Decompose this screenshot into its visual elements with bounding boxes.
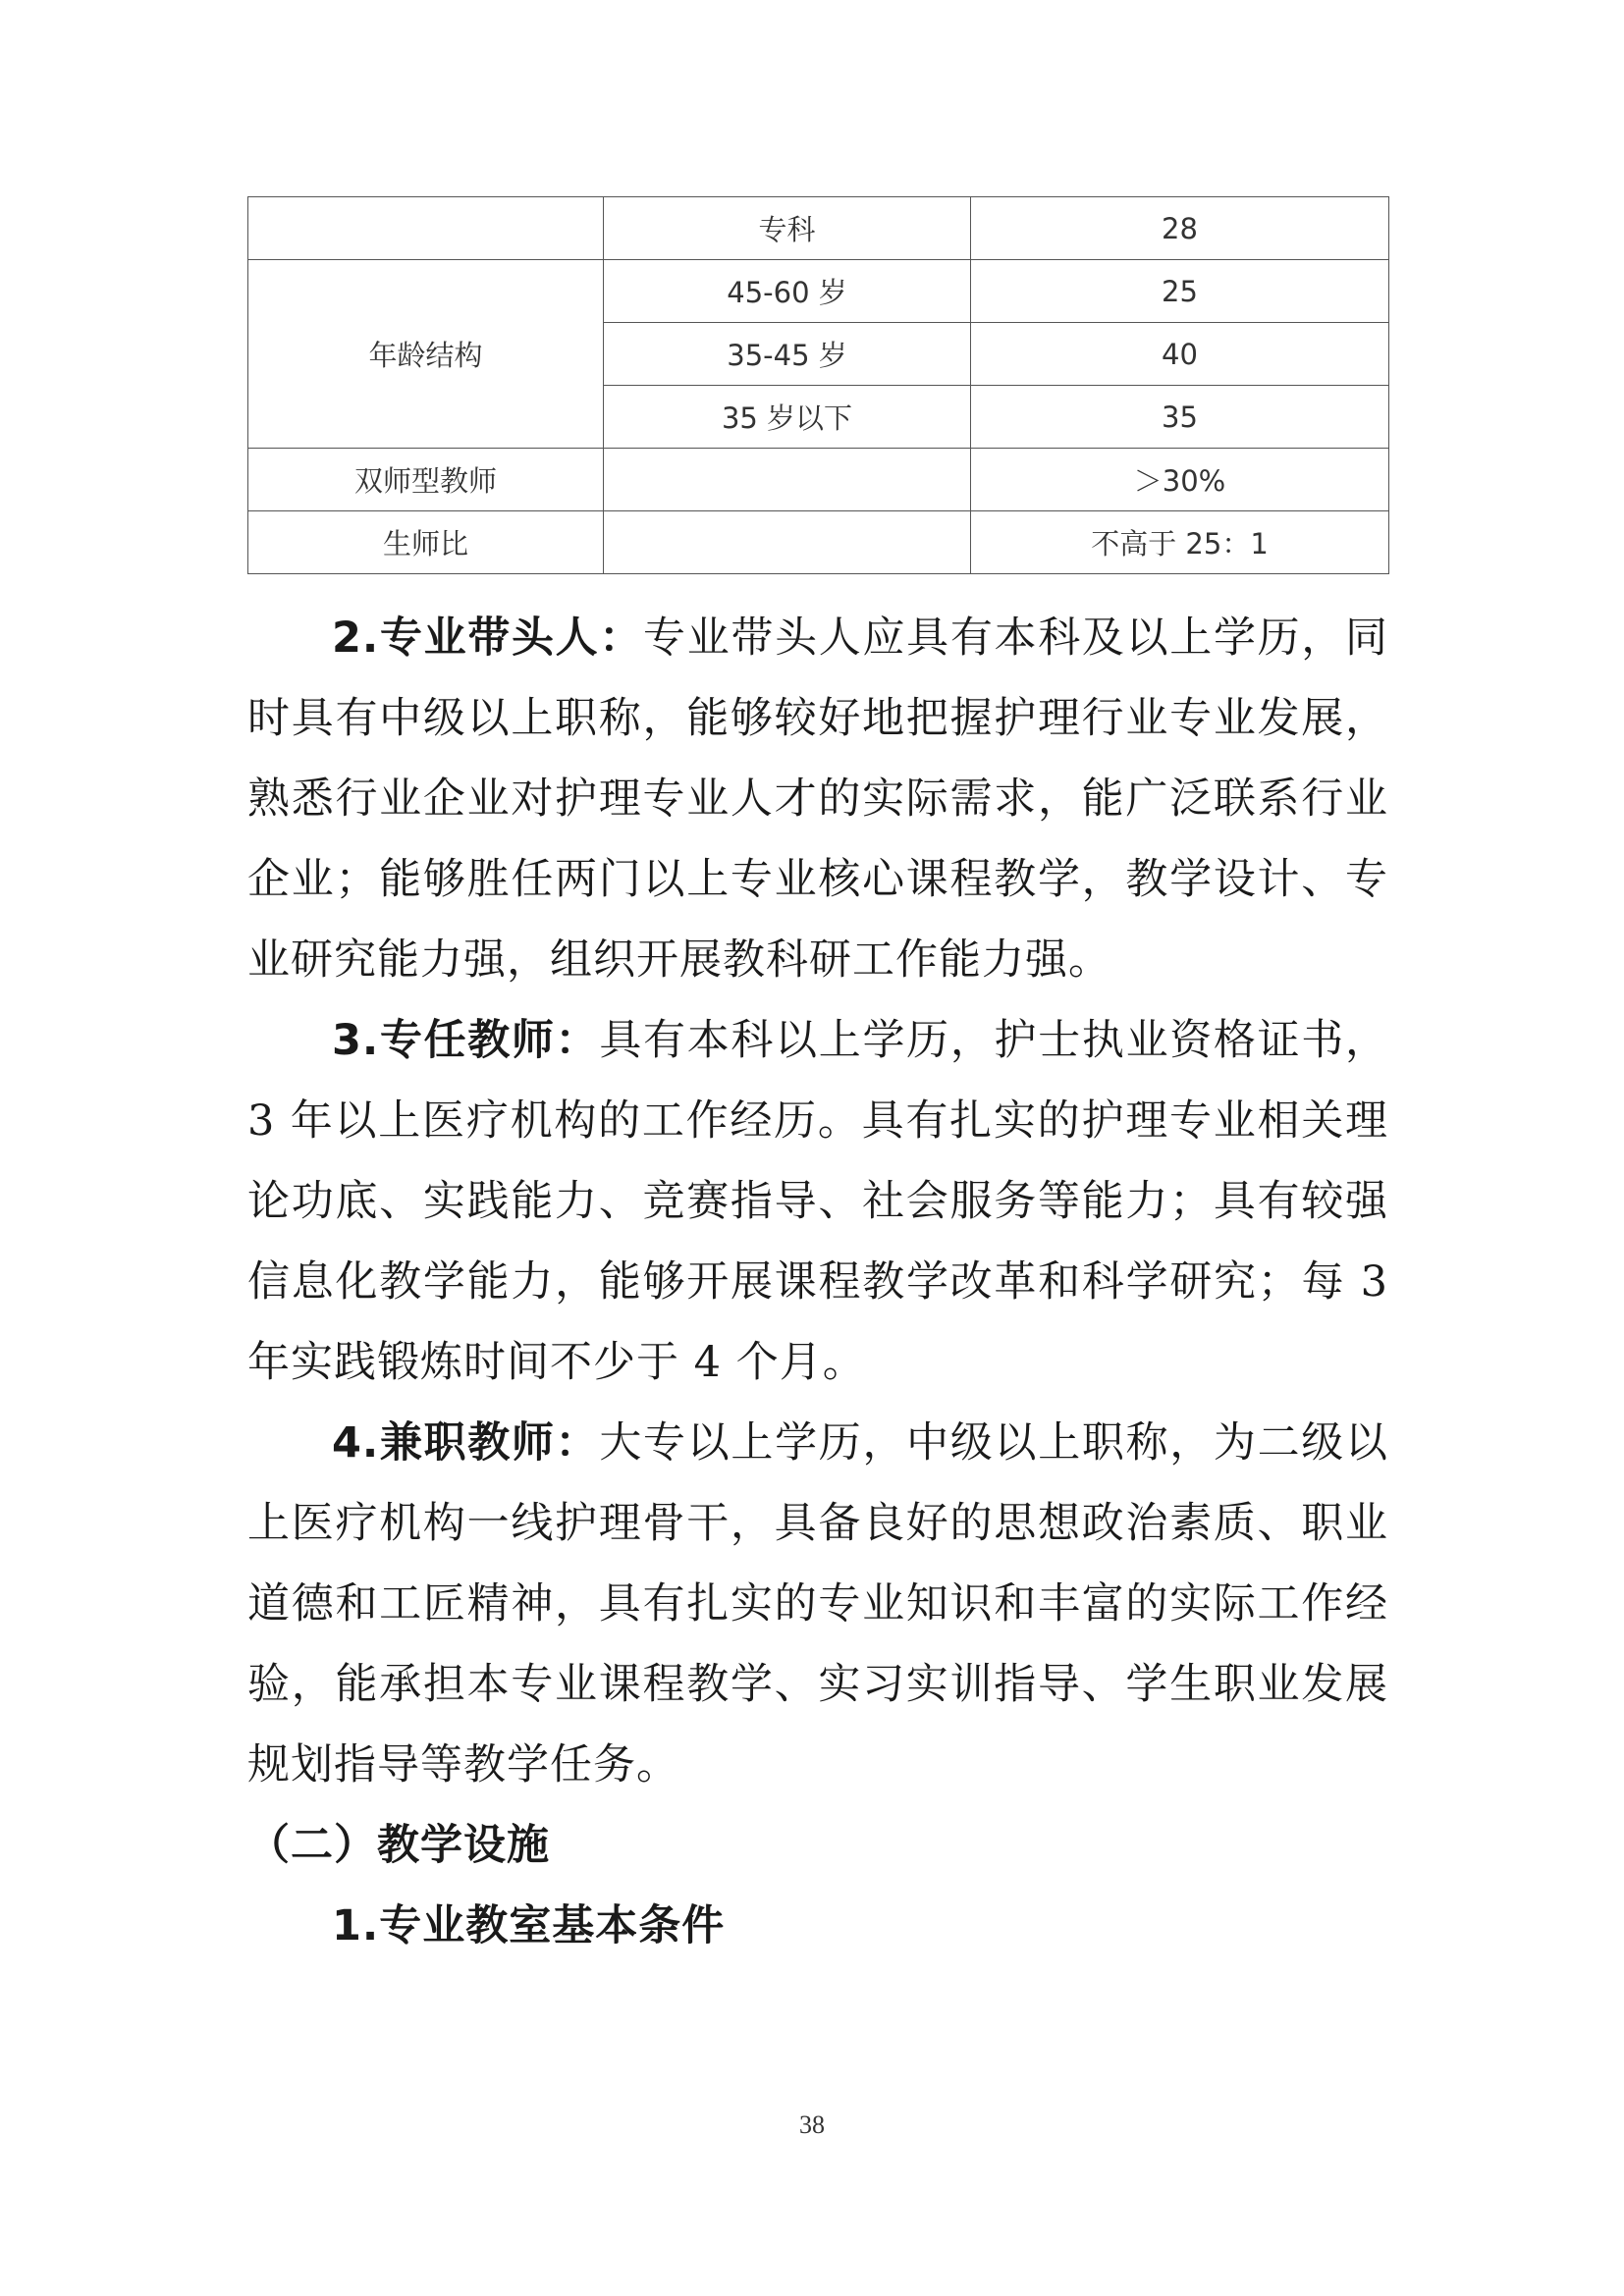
table-cell [604,511,971,574]
paragraph-lead: 2.专业带头人： [332,614,644,663]
table-cell: 双师型教师 [248,449,604,511]
table-cell: 40 [971,323,1389,386]
table-cell: 生师比 [248,511,604,574]
paragraph-text: 具有本科以上学历，护士执业资格证书，3 年以上医疗机构的工作经历。具有扎实的护理专业相关理论功底、实践能力、竞赛指导、社会服务等能力；具有较强信息化教学能力，能够开展课程教学改革和科学研究；每 3 年实践锻炼时间不少于 4 个月。 [247,1016,1388,1387]
paragraph-lead: 3.专任教师： [332,1016,600,1065]
page-content [247,196,1388,1966]
table-cell-age-structure: 年龄结构 [248,260,604,449]
table-cell: 35 [971,386,1389,449]
table-cell [604,449,971,511]
table-cell: 28 [971,197,1389,260]
table-cell: 25 [971,260,1389,323]
paragraph-fulltime-teachers [247,1000,1388,1403]
table-row [248,511,1389,574]
table-row [248,197,1389,260]
table-cell: 专科 [604,197,971,260]
paragraph-text: 大专以上学历，中级以上职称，为二级以上医疗机构一线护理骨干，具备良好的思想政治素质、职业道德和工匠精神，具有扎实的专业知识和丰富的实际工作经验，能承担本专业课程教学、实习实训指导、学生职业发展规划指导等教学任务。 [247,1418,1388,1789]
table-cell: 不高于 25：1 [971,511,1389,574]
table-cell: 45-60 岁 [604,260,971,323]
body-text [247,598,1388,1966]
paragraph-parttime-teachers [247,1403,1388,1805]
section-heading: （二）教学设施 [247,1821,550,1870]
paragraph-program-leader [247,598,1388,1000]
table-cell: ＞30% [971,449,1389,511]
table-cell [248,197,604,260]
page-number: 38 [799,2110,825,2139]
sub-heading: 1.专业教室基本条件 [332,1901,726,1950]
table-row [248,260,1389,323]
paragraph-lead: 4.兼职教师： [332,1418,600,1468]
paragraph-text: 专业带头人应具有本科及以上学历，同时具有中级以上职称，能够较好地把握护理行业专业发展，熟悉行业企业对护理专业人才的实际需求，能广泛联系行业企业；能够胜任两门以上专业核心课程教学，教学设计、专业研究能力强，组织开展教科研工作能力强。 [247,614,1388,985]
faculty-structure-table [247,196,1389,574]
table-cell: 35-45 岁 [604,323,971,386]
table-row [248,449,1389,511]
table-cell: 35 岁以下 [604,386,971,449]
